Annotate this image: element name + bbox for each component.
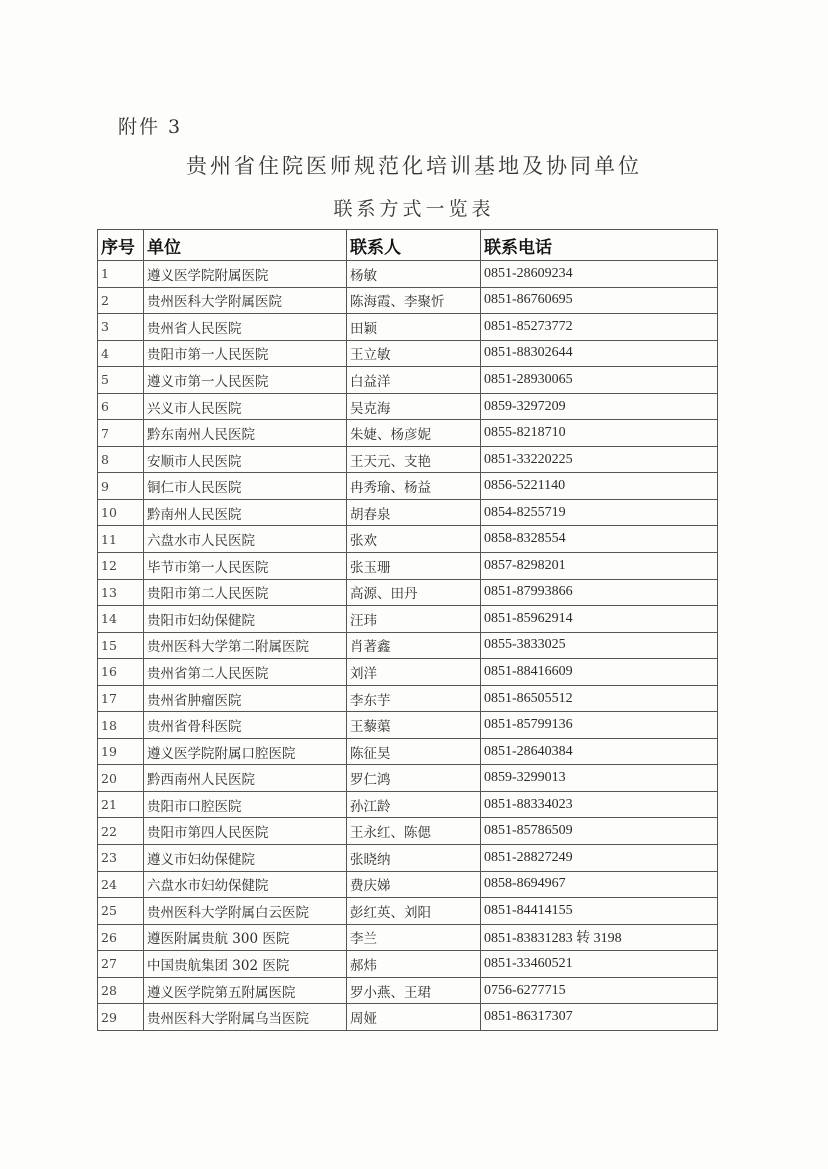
unit-name: 贵州医科大学附属医院 (144, 287, 347, 314)
unit-name: 贵州省第二人民医院 (144, 659, 347, 686)
phone-number: 0851-28609234 (481, 261, 718, 288)
column-header-phone: 联系电话 (481, 230, 718, 261)
row-index: 2 (98, 287, 144, 314)
table-row (98, 499, 718, 526)
phone-number: 0851-28930065 (481, 367, 718, 394)
unit-name: 遵医附属贵航 300 医院 (144, 924, 347, 951)
document-title: 贵州省住院医师规范化培训基地及协同单位 (186, 154, 642, 178)
contact-person: 朱婕、杨彦妮 (347, 420, 481, 447)
unit-name: 六盘水市人民医院 (144, 526, 347, 553)
row-index: 20 (98, 765, 144, 792)
phone-number: 0851-86505512 (481, 685, 718, 712)
phone-number: 0859-3299013 (481, 765, 718, 792)
unit-name: 贵阳市第一人民医院 (144, 340, 347, 367)
unit-name: 贵阳市第四人民医院 (144, 818, 347, 845)
unit-name: 贵阳市口腔医院 (144, 791, 347, 818)
row-index: 26 (98, 924, 144, 951)
table-row (98, 845, 718, 872)
phone-number: 0851-28827249 (481, 845, 718, 872)
unit-name: 贵州医科大学附属乌当医院 (144, 1004, 347, 1031)
unit-name: 贵阳市第二人民医院 (144, 579, 347, 606)
contact-person: 罗仁鸿 (347, 765, 481, 792)
unit-name: 遵义医学院附属口腔医院 (144, 738, 347, 765)
table-row (98, 526, 718, 553)
phone-number: 0851-88302644 (481, 340, 718, 367)
row-index: 18 (98, 712, 144, 739)
unit-name: 遵义市妇幼保健院 (144, 845, 347, 872)
document-subtitle: 联系方式一览表 (333, 198, 495, 220)
contact-person: 汪玮 (347, 606, 481, 633)
table-row (98, 765, 718, 792)
row-index: 21 (98, 791, 144, 818)
contact-person: 孙江龄 (347, 791, 481, 818)
contact-person: 费庆娣 (347, 871, 481, 898)
table-row (98, 924, 718, 951)
row-index: 25 (98, 898, 144, 925)
contact-person: 罗小燕、王珺 (347, 977, 481, 1004)
phone-number: 0851-85799136 (481, 712, 718, 739)
unit-name: 铜仁市人民医院 (144, 473, 347, 500)
phone-number: 0851-33220225 (481, 446, 718, 473)
table-row (98, 951, 718, 978)
phone-number: 0857-8298201 (481, 553, 718, 580)
unit-name: 六盘水市妇幼保健院 (144, 871, 347, 898)
row-index: 16 (98, 659, 144, 686)
table-row (98, 871, 718, 898)
table-row (98, 1004, 718, 1031)
row-index: 10 (98, 499, 144, 526)
phone-number: 0851-83831283 转 3198 (481, 924, 718, 951)
unit-name: 贵阳市妇幼保健院 (144, 606, 347, 633)
contacts-table (97, 229, 718, 1031)
contact-person: 吴克海 (347, 393, 481, 420)
phone-number: 0851-88416609 (481, 659, 718, 686)
phone-number: 0856-5221140 (481, 473, 718, 500)
phone-number: 0851-85786509 (481, 818, 718, 845)
contact-person: 彭红英、刘阳 (347, 898, 481, 925)
phone-number: 0851-88334023 (481, 791, 718, 818)
table-row (98, 738, 718, 765)
unit-name: 中国贵航集团 302 医院 (144, 951, 347, 978)
table-row (98, 393, 718, 420)
table-row (98, 553, 718, 580)
row-index: 17 (98, 685, 144, 712)
unit-name: 贵州省肿瘤医院 (144, 685, 347, 712)
row-index: 24 (98, 871, 144, 898)
row-index: 5 (98, 367, 144, 394)
phone-number: 0851-85962914 (481, 606, 718, 633)
contact-person: 陈征昊 (347, 738, 481, 765)
contact-person: 王立敏 (347, 340, 481, 367)
row-index: 9 (98, 473, 144, 500)
contact-person: 胡春泉 (347, 499, 481, 526)
phone-number: 0855-3833025 (481, 632, 718, 659)
contact-person: 郝炜 (347, 951, 481, 978)
phone-number: 0851-86760695 (481, 287, 718, 314)
row-index: 27 (98, 951, 144, 978)
unit-name: 黔西南州人民医院 (144, 765, 347, 792)
unit-name: 遵义医学院附属医院 (144, 261, 347, 288)
contact-person: 杨敏 (347, 261, 481, 288)
contact-person: 张欢 (347, 526, 481, 553)
row-index: 7 (98, 420, 144, 447)
row-index: 11 (98, 526, 144, 553)
row-index: 14 (98, 606, 144, 633)
attachment-label: 附件 3 (118, 116, 183, 138)
contact-person: 周娅 (347, 1004, 481, 1031)
table-row (98, 579, 718, 606)
contact-person: 白益洋 (347, 367, 481, 394)
row-index: 28 (98, 977, 144, 1004)
unit-name: 贵州医科大学第二附属医院 (144, 632, 347, 659)
table-row (98, 712, 718, 739)
unit-name: 贵州省骨科医院 (144, 712, 347, 739)
table-row (98, 287, 718, 314)
unit-name: 兴义市人民医院 (144, 393, 347, 420)
phone-number: 0756-6277715 (481, 977, 718, 1004)
unit-name: 黔东南州人民医院 (144, 420, 347, 447)
contact-person: 肖著鑫 (347, 632, 481, 659)
contact-person: 刘洋 (347, 659, 481, 686)
contact-person: 李兰 (347, 924, 481, 951)
contact-person: 陈海霞、李聚忻 (347, 287, 481, 314)
row-index: 13 (98, 579, 144, 606)
contact-person: 张玉珊 (347, 553, 481, 580)
row-index: 12 (98, 553, 144, 580)
table-row (98, 818, 718, 845)
row-index: 19 (98, 738, 144, 765)
unit-name: 安顺市人民医院 (144, 446, 347, 473)
table-row (98, 791, 718, 818)
row-index: 1 (98, 261, 144, 288)
unit-name: 毕节市第一人民医院 (144, 553, 347, 580)
row-index: 15 (98, 632, 144, 659)
row-index: 4 (98, 340, 144, 367)
phone-number: 0854-8255719 (481, 499, 718, 526)
table-row (98, 367, 718, 394)
contact-person: 冉秀瑜、杨益 (347, 473, 481, 500)
unit-name: 遵义市第一人民医院 (144, 367, 347, 394)
contact-person: 张晓纳 (347, 845, 481, 872)
contact-person: 王永红、陈偲 (347, 818, 481, 845)
row-index: 6 (98, 393, 144, 420)
table-row (98, 977, 718, 1004)
unit-name: 黔南州人民医院 (144, 499, 347, 526)
table-row (98, 685, 718, 712)
table-row (98, 473, 718, 500)
table-header-row (98, 230, 718, 261)
table-row (98, 446, 718, 473)
row-index: 3 (98, 314, 144, 341)
table-row (98, 340, 718, 367)
table-row (98, 420, 718, 447)
table-body (98, 261, 718, 1031)
phone-number: 0859-3297209 (481, 393, 718, 420)
unit-name: 贵州医科大学附属白云医院 (144, 898, 347, 925)
phone-number: 0858-8694967 (481, 871, 718, 898)
phone-number: 0851-33460521 (481, 951, 718, 978)
phone-number: 0851-85273772 (481, 314, 718, 341)
row-index: 8 (98, 446, 144, 473)
contact-person: 王天元、支艳 (347, 446, 481, 473)
table-row (98, 314, 718, 341)
phone-number: 0855-8218710 (481, 420, 718, 447)
phone-number: 0851-28640384 (481, 738, 718, 765)
table-row (98, 606, 718, 633)
column-header-unit: 单位 (144, 230, 347, 261)
table-row (98, 898, 718, 925)
column-header-index: 序号 (98, 230, 144, 261)
contact-person: 田颖 (347, 314, 481, 341)
contact-person: 李东芋 (347, 685, 481, 712)
table-row (98, 261, 718, 288)
phone-number: 0858-8328554 (481, 526, 718, 553)
contact-person: 高源、田丹 (347, 579, 481, 606)
unit-name: 遵义医学院第五附属医院 (144, 977, 347, 1004)
column-header-contact: 联系人 (347, 230, 481, 261)
row-index: 23 (98, 845, 144, 872)
table-row (98, 659, 718, 686)
row-index: 29 (98, 1004, 144, 1031)
phone-number: 0851-87993866 (481, 579, 718, 606)
row-index: 22 (98, 818, 144, 845)
unit-name: 贵州省人民医院 (144, 314, 347, 341)
table-row (98, 632, 718, 659)
phone-number: 0851-84414155 (481, 898, 718, 925)
contact-person: 王藜蕖 (347, 712, 481, 739)
phone-number: 0851-86317307 (481, 1004, 718, 1031)
